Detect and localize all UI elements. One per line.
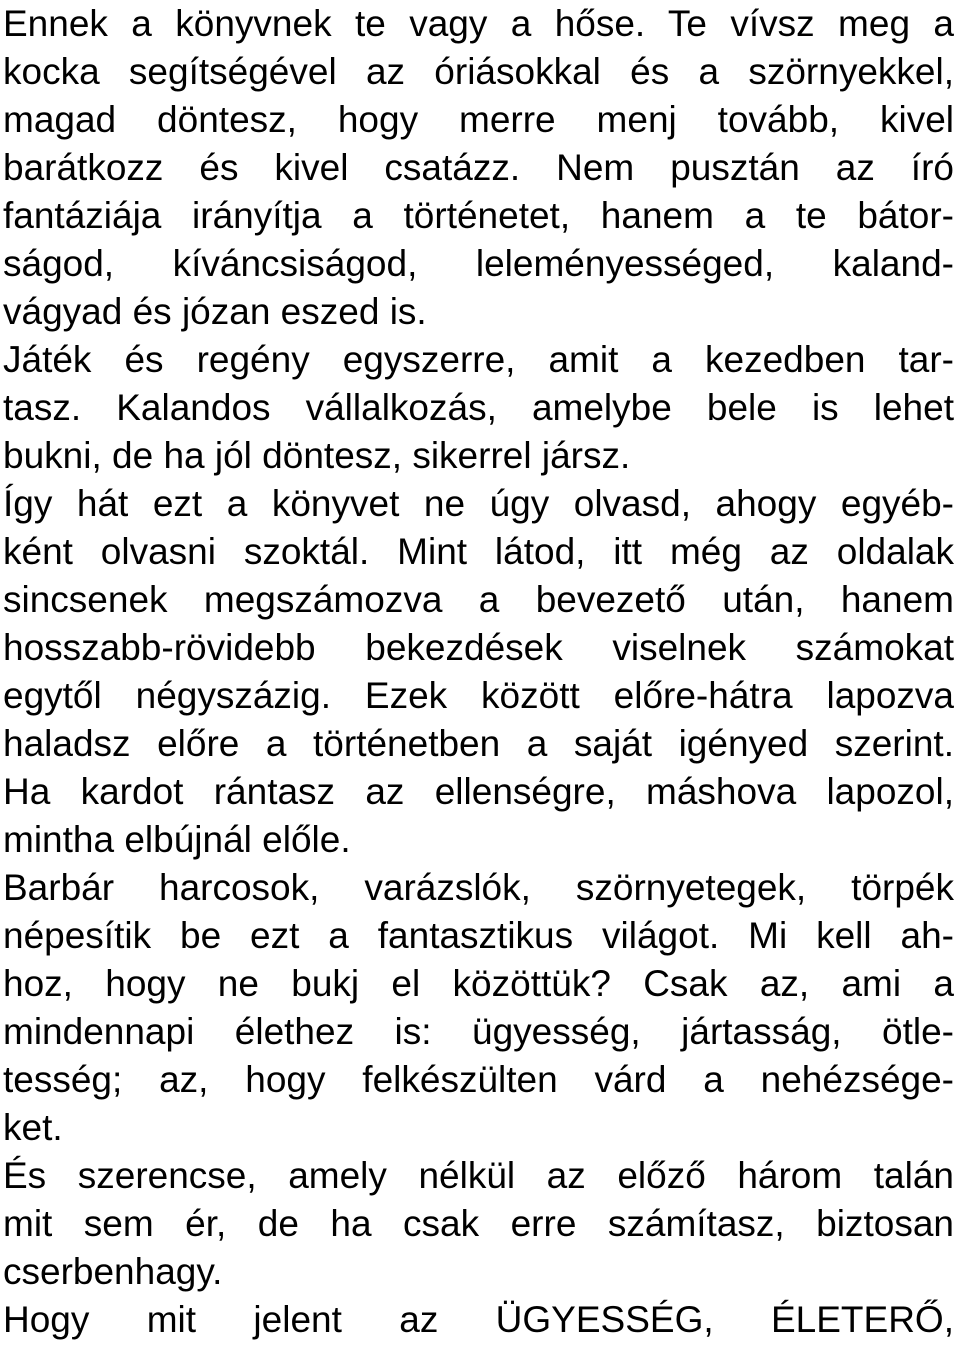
text-line: mit sem ér, de ha csak erre számítasz, biztosan <box>3 1203 954 1244</box>
text-line: Játék és regény egyszerre, amit a kezedben tar- <box>3 339 954 380</box>
text-line: És szerencse, amely nélkül az előző három talán <box>3 1155 954 1196</box>
text-line: hosszabb-rövidebb bekezdések viselnek számokat <box>3 627 954 668</box>
text-line: mindennapi élethez is: ügyesség, jártasság, ötle- <box>3 1011 954 1052</box>
text-line: ként olvasni szoktál. Mint látod, itt még az oldalak <box>3 531 954 572</box>
text-line: ket. <box>3 1107 63 1148</box>
text-line: Barbár harcosok, varázslók, szörnyetegek, törpék <box>3 867 954 908</box>
text-line: Így hát ezt a könyvet ne úgy olvasd, ahogy egyéb- <box>3 483 954 524</box>
text-line: Ennek a könyvnek te vagy a hőse. Te vívsz meg a <box>3 3 954 44</box>
text-line: magad döntesz, hogy merre menj tovább, kivel <box>3 99 954 140</box>
text-line: bukni, de ha jól döntesz, sikerrel jársz. <box>3 435 631 476</box>
text-line: haladsz előre a történetben a saját igényed szerint. <box>3 723 954 764</box>
text-line: Hogy mit jelent az ÜGYESSÉG, ÉLETERŐ, <box>3 1299 954 1340</box>
text-line: ságod, kíváncsiságod, leleményességed, kaland- <box>3 243 954 284</box>
text-line: hoz, hogy ne bukj el közöttük? Csak az, ami a <box>3 963 954 1004</box>
text-line: tesség; az, hogy felkészülten várd a nehézsége- <box>3 1059 954 1100</box>
text-line: fantáziája irányítja a történetet, hanem a te bátor- <box>3 195 954 236</box>
text-line: kocka segítségével az óriásokkal és a szörnyekkel, <box>3 51 954 92</box>
text-line: barátkozz és kivel csatázz. Nem pusztán az író <box>3 147 954 188</box>
text-line: egytől négyszázig. Ezek között előre-hátra lapozva <box>3 675 954 716</box>
text-line: vágyad és józan eszed is. <box>3 291 427 332</box>
text-line: tasz. Kalandos vállalkozás, amelybe bele is lehet <box>3 387 954 428</box>
text-line: cserbenhagy. <box>3 1251 223 1292</box>
text-line: Ha kardot rántasz az ellenségre, máshova lapozol, <box>3 771 954 812</box>
text-line: mintha elbújnál előle. <box>3 819 351 860</box>
text-line: sincsenek megszámozva a bevezető után, hanem <box>3 579 954 620</box>
text-line: népesítik be ezt a fantasztikus világot. Mi kell ah- <box>3 915 954 956</box>
